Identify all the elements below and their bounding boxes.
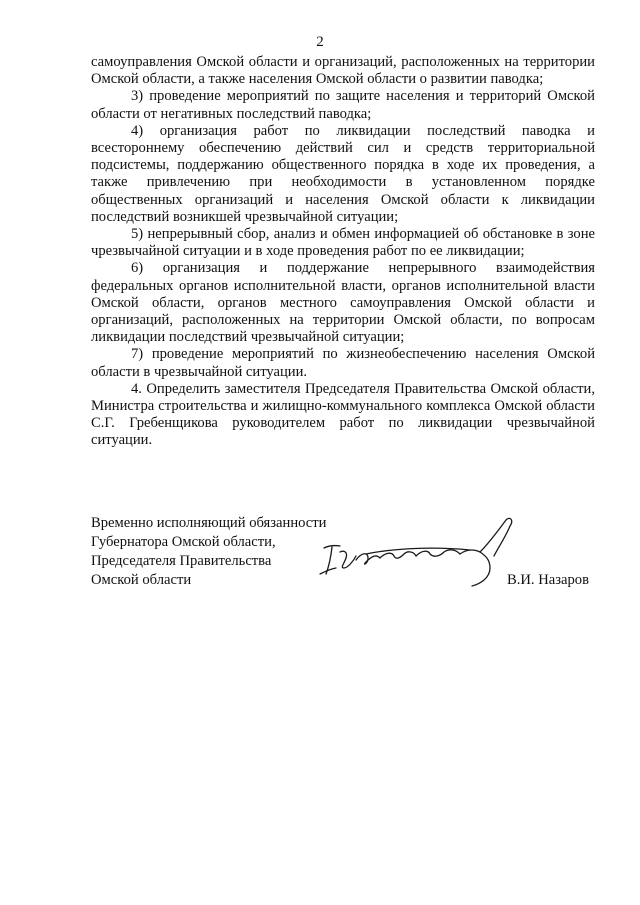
paragraph-clause-4: 4. Определить заместителя Председателя Правительства Омской области, Министра строительства и жилищно-коммунального комплекса Омской области С.Г. Гребенщикова руководителем работ по ликвидации чрезвычайной ситуации. (91, 380, 595, 449)
signer-title-line: Председателя Правительства (91, 553, 272, 569)
signer-name: В.И. Назаров (507, 572, 589, 588)
document-body (91, 54, 595, 450)
paragraph-item-7: 7) проведение мероприятий по жизнеобеспечению населения Омской области в чрезвычайной ситуации. (91, 346, 595, 380)
handwritten-signature (310, 512, 525, 592)
signer-title-line: Губернатора Омской области, (91, 534, 276, 550)
signer-title-line: Омской области (91, 572, 192, 588)
paragraph-item-4: 4) организация работ по ликвидации последствий паводка и всестороннему обеспечению действий сил и средств территориальной подсистемы, поддержанию общественного порядка в ходе их проведения, а также привлечению при необходимости в установленном порядке общественных организаций и населения Омской области к ликвидации последствий возникшей чрезвычайной ситуации; (91, 122, 595, 225)
paragraph-item-3: 3) проведение мероприятий по защите населения и территорий Омской области от негативных последствий паводка; (91, 88, 595, 122)
signer-title-line: Временно исполняющий обязанности (91, 515, 327, 531)
page-number: 2 (316, 34, 324, 50)
paragraph-continuation: самоуправления Омской области и организаций, расположенных на территории Омской области, а также населения Омской области о развитии паводка; (91, 54, 595, 88)
paragraph-item-6: 6) организация и поддержание непрерывного взаимодействия федеральных органов исполнительной власти, органов исполнительной власти Омской области, органов местного самоуправления Омской области и организаций, расположенных на территории Омской области, по вопросам ликвидации последствий чрезвычайной ситуации; (91, 260, 595, 346)
paragraph-item-5: 5) непрерывный сбор, анализ и обмен информацией об обстановке в зоне чрезвычайной ситуации и в ходе проведения работ по ее ликвидации; (91, 226, 595, 260)
